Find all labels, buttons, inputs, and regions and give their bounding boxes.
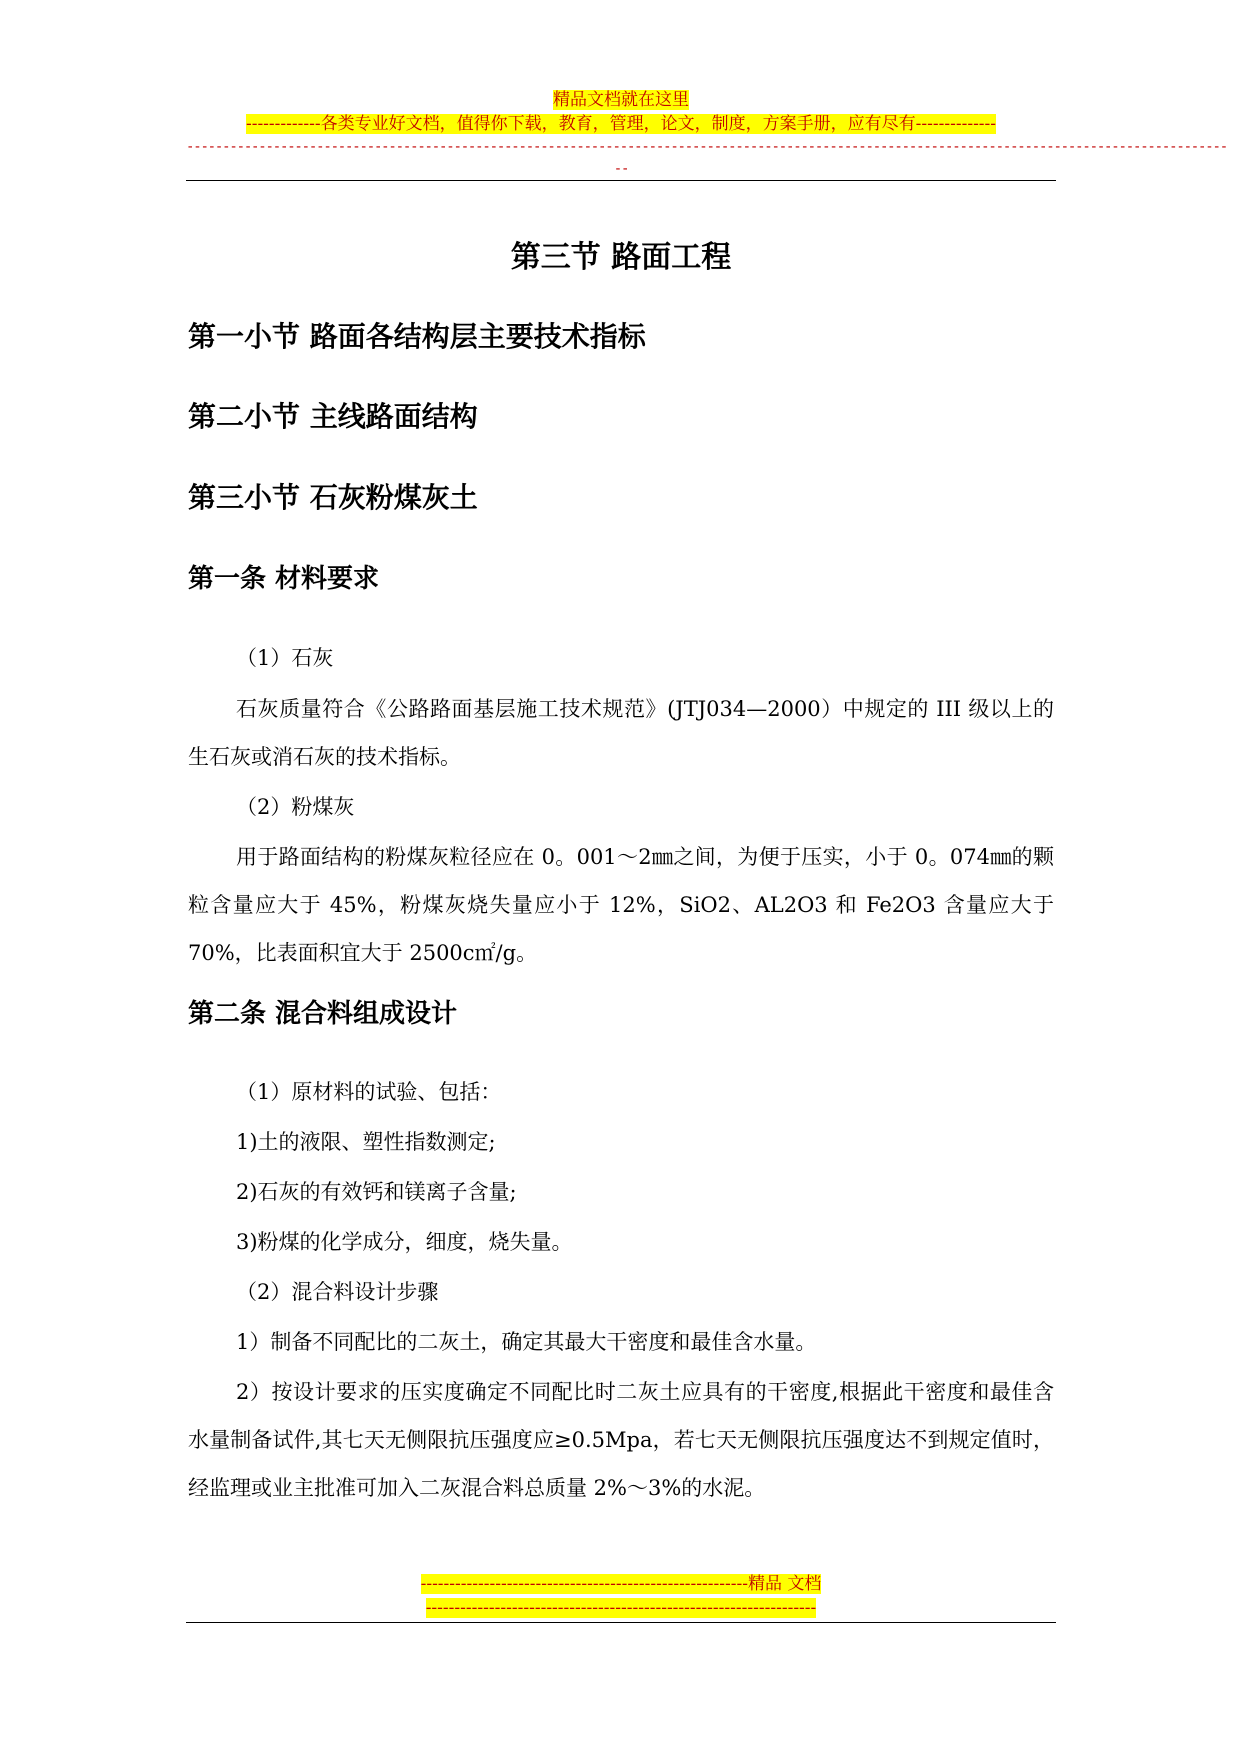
footer-line-2: -------------------------------------------------------------------- bbox=[425, 1598, 817, 1618]
footer-rule bbox=[186, 1622, 1056, 1623]
page-header bbox=[186, 88, 1227, 180]
page-footer bbox=[186, 1572, 1056, 1620]
page-title: 第三节 路面工程 bbox=[510, 240, 732, 275]
list-item-lime: 2)石灰的有效钙和镁离子含量; bbox=[236, 1180, 517, 1204]
paragraph-flyash-label: （2）粉煤灰 bbox=[236, 795, 355, 819]
subsection-heading-2: 第二小节 主线路面结构 bbox=[188, 400, 478, 433]
header-dash-line: ------------------------------------------------------------------------------------------------------------------------------------------------ bbox=[186, 139, 1227, 155]
paragraph-materials-test: （1）原材料的试验、包括： bbox=[236, 1080, 502, 1104]
article-heading-2: 第二条 混合料组成设计 bbox=[188, 999, 458, 1029]
subsection-heading-3: 第三小节 石灰粉煤灰土 bbox=[188, 481, 478, 514]
list-item-flyash: 3)粉煤的化学成分，细度，烧失量。 bbox=[236, 1230, 573, 1254]
header-rule bbox=[186, 180, 1056, 181]
subsection-heading-1: 第一小节 路面各结构层主要技术指标 bbox=[188, 320, 646, 353]
header-slogan: -------------各类专业好文档，值得你下载，教育，管理，论文，制度，方案手册，应有尽有-------------- bbox=[245, 114, 997, 134]
list-item-step-2: 2）按设计要求的压实度确定不同配比时二灰土应具有的干密度,根据此干密度和最佳含水量制备试件,其七天无侧限抗压强度应≥0.5Mpa，若七天无侧限抗压强度达不到规定值时，经监理或业主批准可加入二灰混合料总质量 2%～3%的水泥。 bbox=[188, 1380, 1054, 1500]
list-item-step-1: 1）制备不同配比的二灰土，确定其最大干密度和最佳含水量。 bbox=[236, 1330, 817, 1354]
list-item-soil: 1)土的液限、塑性指数测定; bbox=[236, 1130, 496, 1154]
paragraph-lime-label: （1）石灰 bbox=[236, 646, 334, 670]
footer-line-1: ---------------------------------------------------------精品 文档 bbox=[420, 1574, 822, 1594]
header-title: 精品文档就在这里 bbox=[553, 90, 689, 110]
paragraph-lime-text: 石灰质量符合《公路路面基层施工技术规范》(JTJ034—2000）中规定的 III 级以上的生石灰或消石灰的技术指标。 bbox=[188, 697, 1054, 769]
paragraph-flyash-text: 用于路面结构的粉煤灰粒径应在 0。001～2㎜之间，为便于压实，小于 0。074㎜的颗粒含量应大于 45%，粉煤灰烧失量应小于 12%，SiO2、AL2O3 和 Fe2O3 含量应大于 70%，比表面积宜大于 2500c㎡/g。 bbox=[188, 845, 1054, 965]
article-heading-1: 第一条 材料要求 bbox=[188, 564, 380, 594]
paragraph-design-steps: （2）混合料设计步骤 bbox=[236, 1280, 439, 1304]
header-dash-tail: -- bbox=[613, 161, 629, 177]
